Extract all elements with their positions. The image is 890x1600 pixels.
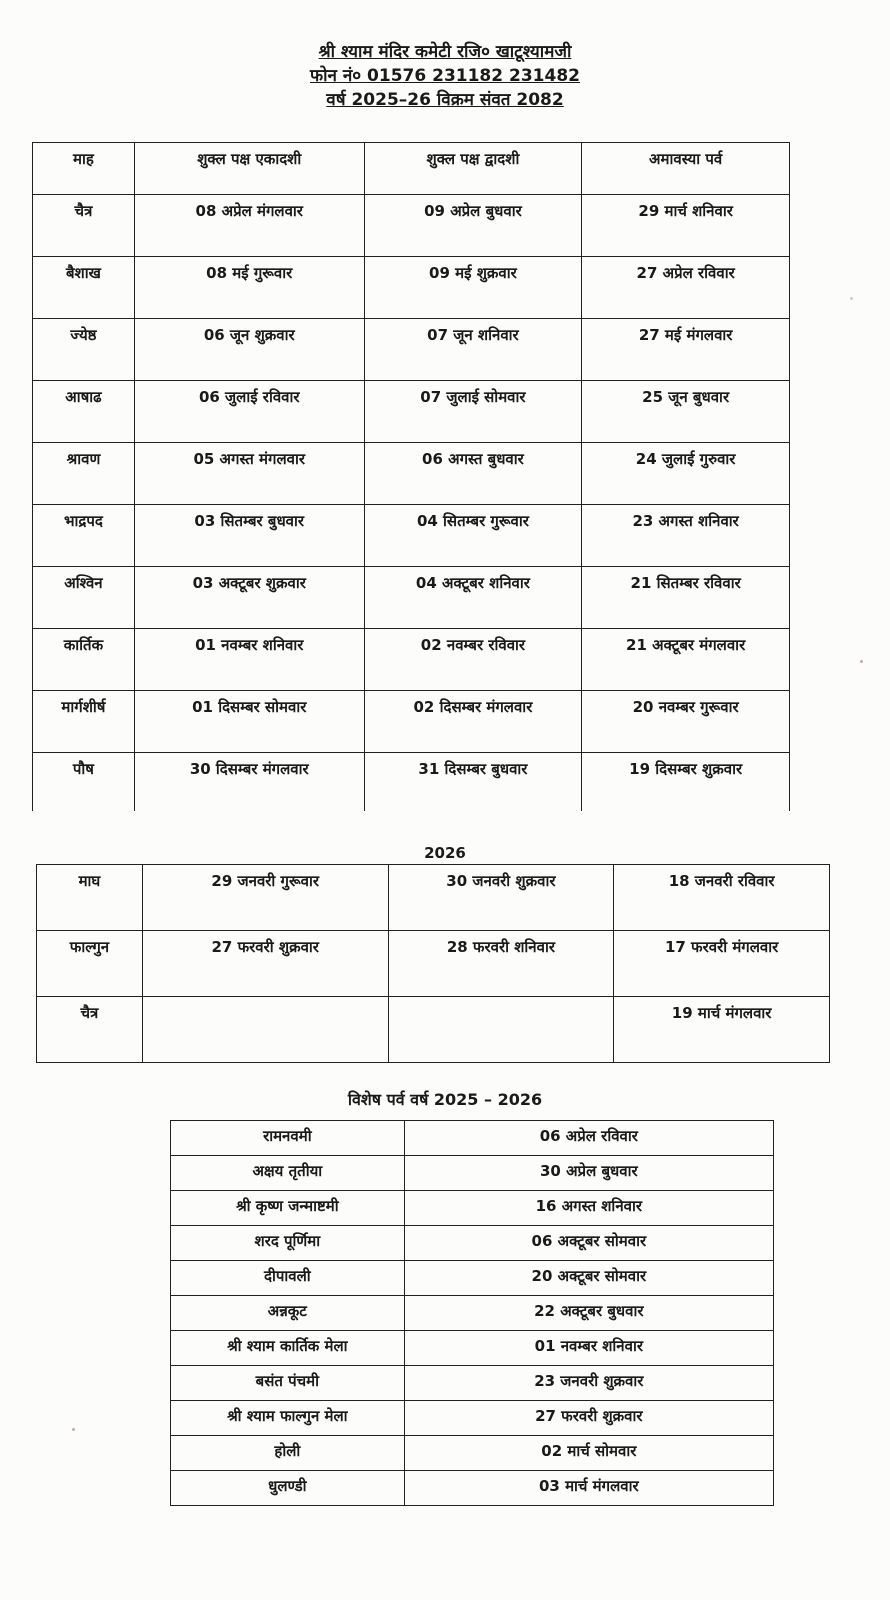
- festival-date: 23 जनवरी शुक्रवार: [404, 1366, 773, 1401]
- table-header-row: [33, 143, 790, 195]
- table-row: [33, 195, 790, 257]
- dwadashi-cell: 09 मई शुक्रवार: [364, 257, 582, 319]
- month-cell: श्रावण: [33, 443, 135, 505]
- year-line: वर्ष 2025–26 विक्रम संवत 2082: [326, 90, 564, 110]
- ekadashi-cell: 01 नवम्बर शनिवार: [134, 629, 364, 691]
- table-row: [33, 691, 790, 753]
- table-row: [33, 257, 790, 319]
- festival-name: श्री श्याम कार्तिक मेला: [171, 1331, 405, 1366]
- month-cell: पौष: [33, 753, 135, 811]
- table-row: [33, 381, 790, 443]
- ekadashi-cell: 01 दिसम्बर सोमवार: [134, 691, 364, 753]
- special-festivals-table: [170, 1120, 774, 1506]
- dwadashi-cell: 31 दिसम्बर बुधवार: [364, 753, 582, 811]
- festival-name: शरद पूर्णिमा: [171, 1226, 405, 1261]
- ekadashi-cell: 08 मई गुरूवार: [134, 257, 364, 319]
- dwadashi-cell: 06 अगस्त बुधवार: [364, 443, 582, 505]
- festival-date: 06 अक्टूबर सोमवार: [404, 1226, 773, 1261]
- amavasya-cell: 20 नवम्बर गुरूवार: [582, 691, 790, 753]
- header-dwadashi: शुक्ल पक्ष द्वादशी: [364, 143, 582, 195]
- month-cell: ज्येष्ठ: [33, 319, 135, 381]
- ekadashi-cell: 30 दिसम्बर मंगलवार: [134, 753, 364, 811]
- dwadashi-cell: 09 अप्रेल बुधवार: [364, 195, 582, 257]
- committee-name: श्री श्याम मंदिर कमेटी रजि० खाटूश्यामजी: [318, 42, 572, 62]
- dwadashi-cell: 04 सितम्बर गुरूवार: [364, 505, 582, 567]
- table-row: [171, 1471, 774, 1506]
- festival-name: श्री कृष्ण जन्माष्टमी: [171, 1191, 405, 1226]
- amavasya-cell: 21 अक्टूबर मंगलवार: [582, 629, 790, 691]
- table-row: [33, 567, 790, 629]
- table-row: [171, 1436, 774, 1471]
- amavasya-cell: 23 अगस्त शनिवार: [582, 505, 790, 567]
- paper-speck: [850, 297, 853, 300]
- dwadashi-cell: 07 जुलाई सोमवार: [364, 381, 582, 443]
- festival-name: श्री श्याम फाल्गुन मेला: [171, 1401, 405, 1436]
- header-amavasya: अमावस्या पर्व: [582, 143, 790, 195]
- month-cell: भाद्रपद: [33, 505, 135, 567]
- festival-name: अन्नकूट: [171, 1296, 405, 1331]
- table-row: [37, 997, 830, 1063]
- ekadashi-cell: [142, 997, 388, 1063]
- festival-date: 02 मार्च सोमवार: [404, 1436, 773, 1471]
- festival-date: 22 अक्टूबर बुधवार: [404, 1296, 773, 1331]
- document-header: [0, 40, 890, 112]
- amavasya-cell: 19 मार्च मंगलवार: [614, 997, 830, 1063]
- amavasya-cell: 18 जनवरी रविवार: [614, 865, 830, 931]
- dwadashi-cell: [388, 997, 614, 1063]
- festival-name: धुलण्डी: [171, 1471, 405, 1506]
- table-row: [33, 753, 790, 811]
- festival-name: होली: [171, 1436, 405, 1471]
- festival-date: 06 अप्रेल रविवार: [404, 1121, 773, 1156]
- table-row: [171, 1156, 774, 1191]
- table-row: [33, 629, 790, 691]
- amavasya-cell: 17 फरवरी मंगलवार: [614, 931, 830, 997]
- dwadashi-cell: 04 अक्टूबर शनिवार: [364, 567, 582, 629]
- festival-date: 16 अगस्त शनिवार: [404, 1191, 773, 1226]
- month-cell: चैत्र: [37, 997, 143, 1063]
- amavasya-cell: 24 जुलाई गुरुवार: [582, 443, 790, 505]
- ekadashi-cell: 05 अगस्त मंगलवार: [134, 443, 364, 505]
- festival-name: बसंत पंचमी: [171, 1366, 405, 1401]
- ekadashi-cell: 03 अक्टूबर शुक्रवार: [134, 567, 364, 629]
- festival-name: रामनवमी: [171, 1121, 405, 1156]
- festival-date: 01 नवम्बर शनिवार: [404, 1331, 773, 1366]
- festival-name: अक्षय तृतीया: [171, 1156, 405, 1191]
- amavasya-cell: 25 जून बुधवार: [582, 381, 790, 443]
- month-cell: कार्तिक: [33, 629, 135, 691]
- amavasya-cell: 19 दिसम्बर शुक्रवार: [582, 753, 790, 811]
- amavasya-cell: 21 सितम्बर रविवार: [582, 567, 790, 629]
- amavasya-cell: 27 मई मंगलवार: [582, 319, 790, 381]
- table-row: [33, 443, 790, 505]
- month-cell: माघ: [37, 865, 143, 931]
- dwadashi-cell: 07 जून शनिवार: [364, 319, 582, 381]
- table-row: [171, 1401, 774, 1436]
- phone-line: फोन नं० 01576 231182 231482: [310, 66, 580, 86]
- header-ekadashi: शुक्ल पक्ष एकादशी: [134, 143, 364, 195]
- table-row: [171, 1226, 774, 1261]
- dwadashi-cell: 02 नवम्बर रविवार: [364, 629, 582, 691]
- header-month: माह: [33, 143, 135, 195]
- ekadashi-cell: 08 अप्रेल मंगलवार: [134, 195, 364, 257]
- month-cell: अश्विन: [33, 567, 135, 629]
- month-cell: मार्गशीर्ष: [33, 691, 135, 753]
- festival-date: 03 मार्च मंगलवार: [404, 1471, 773, 1506]
- festival-name: दीपावली: [171, 1261, 405, 1296]
- table-row: [171, 1331, 774, 1366]
- amavasya-cell: 29 मार्च शनिवार: [582, 195, 790, 257]
- dwadashi-cell: 02 दिसम्बर मंगलवार: [364, 691, 582, 753]
- table-row: [171, 1191, 774, 1226]
- main-calendar-table: [32, 142, 790, 811]
- month-cell: चैत्र: [33, 195, 135, 257]
- table-row: [171, 1366, 774, 1401]
- ekadashi-cell: 03 सितम्बर बुधवार: [134, 505, 364, 567]
- table-row: [37, 931, 830, 997]
- festival-date: 30 अप्रेल बुधवार: [404, 1156, 773, 1191]
- special-festivals-title: विशेष पर्व वर्ष 2025 – 2026: [347, 1090, 543, 1109]
- festival-date: 20 अक्टूबर सोमवार: [404, 1261, 773, 1296]
- ekadashi-cell: 27 फरवरी शुक्रवार: [142, 931, 388, 997]
- dwadashi-cell: 28 फरवरी शनिवार: [388, 931, 614, 997]
- ekadashi-cell: 06 जुलाई रविवार: [134, 381, 364, 443]
- dwadashi-cell: 30 जनवरी शुक्रवार: [388, 865, 614, 931]
- ekadashi-cell: 29 जनवरी गुरूवार: [142, 865, 388, 931]
- ekadashi-cell: 06 जून शुक्रवार: [134, 319, 364, 381]
- table-row: [33, 319, 790, 381]
- table-row: [171, 1261, 774, 1296]
- paper-speck: [72, 1428, 75, 1431]
- month-cell: आषाढ: [33, 381, 135, 443]
- table-row: [37, 865, 830, 931]
- table-row: [171, 1296, 774, 1331]
- table-row: [33, 505, 790, 567]
- table-row: [171, 1121, 774, 1156]
- year-2026-label: 2026: [424, 844, 466, 862]
- amavasya-cell: 27 अप्रेल रविवार: [582, 257, 790, 319]
- calendar-2026-table: [36, 864, 830, 1063]
- month-cell: फाल्गुन: [37, 931, 143, 997]
- festival-date: 27 फरवरी शुक्रवार: [404, 1401, 773, 1436]
- paper-speck: [860, 660, 863, 663]
- month-cell: बैशाख: [33, 257, 135, 319]
